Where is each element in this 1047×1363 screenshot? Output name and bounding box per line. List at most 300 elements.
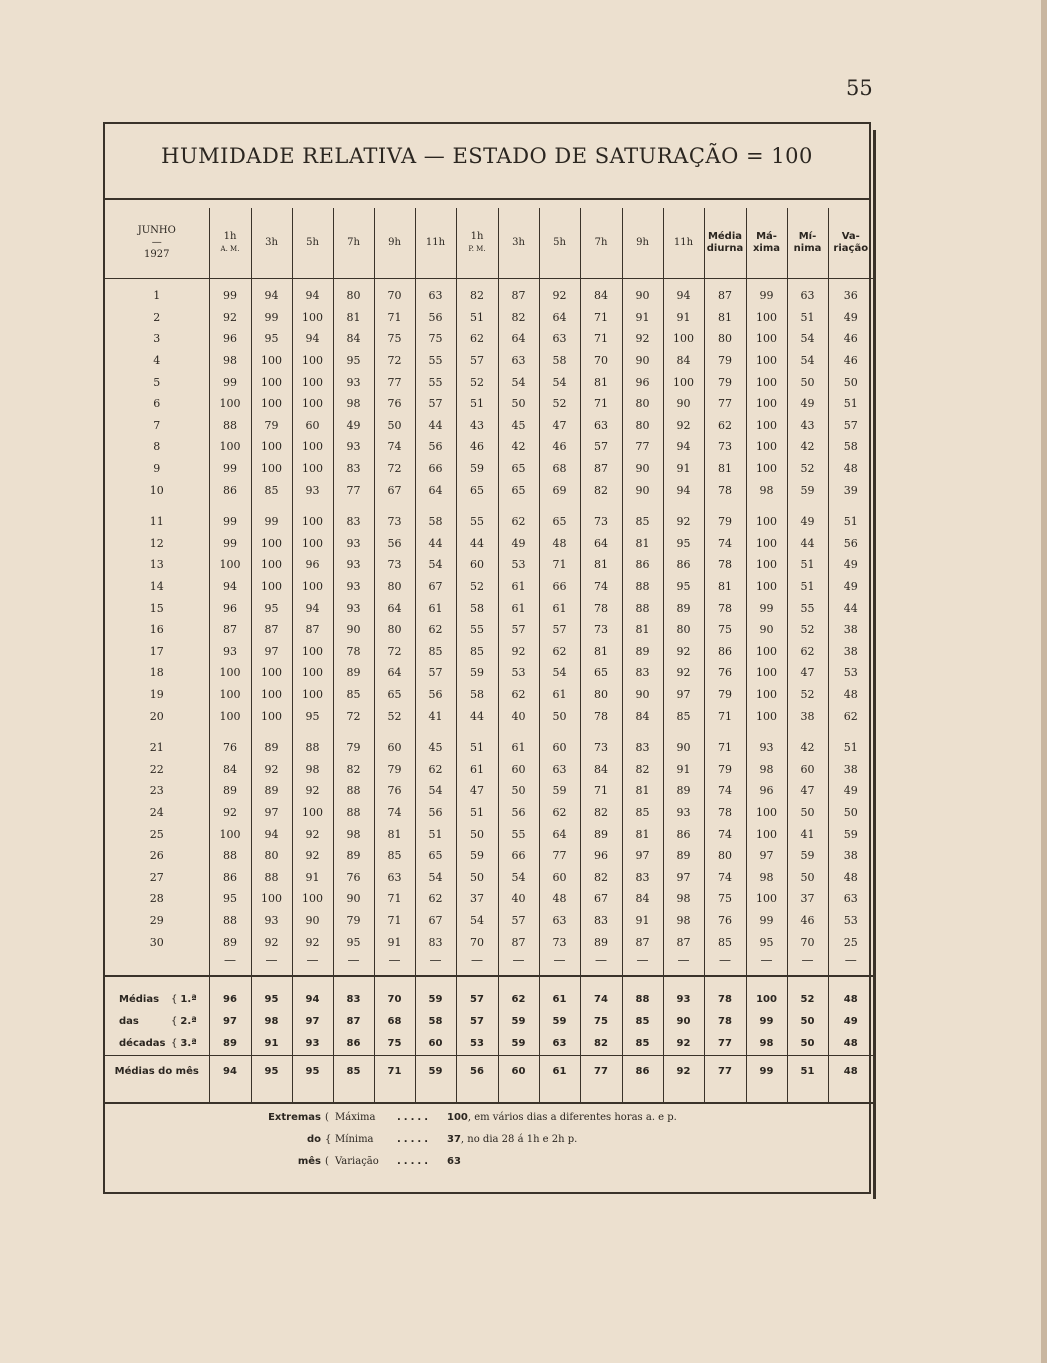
humidity-value: 61 xyxy=(498,597,539,619)
humidity-value: 100 xyxy=(292,307,333,329)
tail-cell xyxy=(415,1088,456,1103)
humidity-value: 73 xyxy=(580,619,622,641)
hour-label: 7h xyxy=(347,237,360,248)
humidity-value: 93 xyxy=(333,597,374,619)
humidity-value: 100 xyxy=(746,705,787,727)
humidity-value: 65 xyxy=(374,684,415,706)
humidity-value: 85 xyxy=(374,845,415,867)
humidity-value: 100 xyxy=(746,458,787,480)
humidity-value: 78 xyxy=(704,479,746,501)
humidity-value: 80 xyxy=(704,845,746,867)
humidity-value: 94 xyxy=(663,279,704,307)
humidity-value: 54 xyxy=(787,350,828,372)
tail-cell xyxy=(539,1088,580,1103)
humidity-value: 84 xyxy=(580,758,622,780)
spacer-cell xyxy=(746,501,787,511)
humidity-value: 78 xyxy=(704,554,746,576)
humidity-value: 93 xyxy=(663,802,704,824)
humidity-value: 50 xyxy=(828,802,873,824)
humidity-value: 100 xyxy=(251,576,292,598)
humidity-value: 71 xyxy=(374,910,415,932)
extreme-note: , no dia 28 á 1h e 2h p. xyxy=(460,1134,578,1145)
spacer-cell xyxy=(787,727,828,737)
humidity-value: 42 xyxy=(498,436,539,458)
spacer-cell xyxy=(746,727,787,737)
humidity-value: 54 xyxy=(415,780,456,802)
humidity-value: 74 xyxy=(704,533,746,555)
humidity-value: 76 xyxy=(704,910,746,932)
humidity-value: 50 xyxy=(828,371,873,393)
day-number: 24 xyxy=(149,805,164,819)
day-number: 28 xyxy=(149,892,164,906)
hour-header xyxy=(456,208,498,279)
month-mean-value: 95 xyxy=(251,1055,292,1088)
humidity-value: 84 xyxy=(209,758,251,780)
humidity-value: 60 xyxy=(292,415,333,437)
humidity-value: 74 xyxy=(374,436,415,458)
hour-label: 11h xyxy=(673,237,694,248)
humidity-value: 94 xyxy=(292,328,333,350)
humidity-value: 88 xyxy=(292,737,333,759)
meridiem-label: P. M. xyxy=(468,245,486,253)
humidity-value: 38 xyxy=(828,619,873,641)
hour-header xyxy=(209,208,251,279)
month-mean-value: 99 xyxy=(746,1055,787,1088)
humidity-value: 97 xyxy=(622,845,663,867)
humidity-value: 100 xyxy=(251,350,292,372)
humidity-value: 77 xyxy=(333,479,374,501)
day-row xyxy=(105,802,873,824)
separator-cell xyxy=(828,976,873,989)
humidity-value: 55 xyxy=(787,597,828,619)
humidity-value: 70 xyxy=(580,350,622,372)
humidity-value: 88 xyxy=(333,780,374,802)
tail-cell xyxy=(580,1088,622,1103)
tail-cell xyxy=(333,1088,374,1103)
humidity-value: 54 xyxy=(415,554,456,576)
humidity-value: 42 xyxy=(787,737,828,759)
hour-label: 5h xyxy=(306,237,319,248)
humidity-value: 58 xyxy=(456,597,498,619)
tail-cell xyxy=(374,1088,415,1103)
day-row xyxy=(105,684,873,706)
humidity-value: 64 xyxy=(374,662,415,684)
extreme-row xyxy=(105,1112,869,1132)
humidity-value: 40 xyxy=(498,888,539,910)
decade-mean-value: 92 xyxy=(663,1033,704,1056)
spacer-cell xyxy=(704,501,746,511)
extreme-number: 100 xyxy=(447,1112,468,1123)
separator-row xyxy=(105,976,873,989)
humidity-value: 41 xyxy=(415,705,456,727)
day-row xyxy=(105,888,873,910)
day-number: 10 xyxy=(149,483,164,497)
day-number: 25 xyxy=(149,827,164,841)
humidity-value: 82 xyxy=(580,479,622,501)
humidity-value: 60 xyxy=(539,866,580,888)
humidity-value: 99 xyxy=(746,279,787,307)
humidity-value: 25 xyxy=(828,931,873,953)
humidity-value: 78 xyxy=(580,705,622,727)
humidity-value: 78 xyxy=(704,597,746,619)
humidity-value: 51 xyxy=(828,393,873,415)
humidity-value: 53 xyxy=(498,554,539,576)
day-number: 29 xyxy=(149,913,164,927)
humidity-value: 57 xyxy=(498,619,539,641)
humidity-value: 51 xyxy=(787,554,828,576)
brace-mark: ( xyxy=(325,1112,329,1123)
extreme-name: Máxima xyxy=(335,1112,376,1123)
humidity-value: 88 xyxy=(333,802,374,824)
humidity-value: 94 xyxy=(663,436,704,458)
dash-mark: — xyxy=(704,953,746,976)
humidity-value: 90 xyxy=(333,619,374,641)
day-row xyxy=(105,910,873,932)
humidity-value: 94 xyxy=(251,823,292,845)
humidity-value: 71 xyxy=(580,328,622,350)
humidity-value: 74 xyxy=(704,780,746,802)
humidity-value: 100 xyxy=(746,684,787,706)
humidity-value: 94 xyxy=(251,279,292,307)
separator-cell xyxy=(663,976,704,989)
dash-mark: — xyxy=(539,953,580,976)
tail-cell xyxy=(663,1088,704,1103)
humidity-value: 87 xyxy=(292,619,333,641)
humidity-value: 70 xyxy=(787,931,828,953)
humidity-value: 51 xyxy=(456,802,498,824)
decade-mean-value: 58 xyxy=(415,1011,456,1033)
humidity-value: 65 xyxy=(456,479,498,501)
humidity-value: 100 xyxy=(251,554,292,576)
spacer-cell xyxy=(209,727,251,737)
humidity-value: 99 xyxy=(209,511,251,533)
humidity-value: 100 xyxy=(746,823,787,845)
humidity-value: 72 xyxy=(333,705,374,727)
month-dash: — xyxy=(151,237,162,248)
humidity-value: 62 xyxy=(456,328,498,350)
extreme-caption: Extremas xyxy=(268,1112,321,1123)
humidity-value: 98 xyxy=(209,350,251,372)
humidity-value: 100 xyxy=(746,888,787,910)
humidity-value: 54 xyxy=(498,371,539,393)
humidity-value: 83 xyxy=(415,931,456,953)
humidity-value: 73 xyxy=(704,436,746,458)
humidity-value: 85 xyxy=(456,641,498,663)
tail-cell xyxy=(704,1088,746,1103)
month-mean-value: 71 xyxy=(374,1055,415,1088)
humidity-value: 88 xyxy=(251,866,292,888)
humidity-value: 100 xyxy=(746,576,787,598)
humidity-value: 87 xyxy=(498,279,539,307)
humidity-value: 100 xyxy=(292,393,333,415)
dash-mark: — xyxy=(828,953,873,976)
day-row xyxy=(105,823,873,845)
day-number: 12 xyxy=(149,536,164,550)
humidity-value: 95 xyxy=(333,350,374,372)
humidity-value: 48 xyxy=(539,888,580,910)
humidity-value: 90 xyxy=(622,279,663,307)
humidity-value: 50 xyxy=(374,415,415,437)
decade-mean-value: 59 xyxy=(498,1011,539,1033)
decade-mean-value: 97 xyxy=(292,1011,333,1033)
separator-cell xyxy=(787,976,828,989)
humidity-value: 67 xyxy=(415,910,456,932)
spacer-cell xyxy=(292,727,333,737)
humidity-value: 64 xyxy=(498,328,539,350)
humidity-value: 85 xyxy=(622,802,663,824)
humidity-value: 73 xyxy=(580,511,622,533)
dash-mark: — xyxy=(498,953,539,976)
decade-mean-value: 89 xyxy=(209,1033,251,1056)
humidity-value: 89 xyxy=(663,597,704,619)
humidity-value: 75 xyxy=(415,328,456,350)
dash-mark: — xyxy=(333,953,374,976)
spacer-cell xyxy=(415,501,456,511)
humidity-value: 51 xyxy=(456,393,498,415)
humidity-value: 95 xyxy=(251,328,292,350)
page-edge xyxy=(1041,0,1047,1363)
humidity-value: 95 xyxy=(746,931,787,953)
spacer-cell xyxy=(828,727,873,737)
humidity-value: 97 xyxy=(251,641,292,663)
humidity-value: 79 xyxy=(333,910,374,932)
decade-mean-value: 52 xyxy=(787,989,828,1011)
humidity-value: 73 xyxy=(580,737,622,759)
humidity-value: 56 xyxy=(498,802,539,824)
decade-mean-value: 70 xyxy=(374,989,415,1011)
humidity-value: 86 xyxy=(209,479,251,501)
spacer-row xyxy=(105,727,873,737)
decade-mean-value: 86 xyxy=(333,1033,374,1056)
extreme-name: Variação xyxy=(335,1156,379,1167)
day-number: 21 xyxy=(149,741,164,755)
humidity-value: 99 xyxy=(209,533,251,555)
humidity-value: 87 xyxy=(580,458,622,480)
humidity-value: 92 xyxy=(663,415,704,437)
humidity-value: 91 xyxy=(663,307,704,329)
spacer-cell xyxy=(498,727,539,737)
humidity-value: 52 xyxy=(787,458,828,480)
humidity-value: 52 xyxy=(539,393,580,415)
humidity-value: 96 xyxy=(292,554,333,576)
humidity-value: 74 xyxy=(704,866,746,888)
humidity-value: 59 xyxy=(456,458,498,480)
day-number: 19 xyxy=(149,687,164,701)
separator-cell xyxy=(333,976,374,989)
extreme-value xyxy=(447,1112,677,1123)
extreme-row xyxy=(105,1134,869,1154)
humidity-value: 63 xyxy=(498,350,539,372)
decade-mean-value: 57 xyxy=(456,1011,498,1033)
humidity-value: 100 xyxy=(746,350,787,372)
humidity-value: 38 xyxy=(787,705,828,727)
spacer-cell xyxy=(105,727,209,737)
hour-label: 3h xyxy=(512,237,525,248)
humidity-value: 71 xyxy=(704,737,746,759)
humidity-value: 84 xyxy=(333,328,374,350)
spacer-cell xyxy=(663,501,704,511)
dash-mark: — xyxy=(209,953,251,976)
humidity-value: 51 xyxy=(456,737,498,759)
humidity-value: 89 xyxy=(663,845,704,867)
humidity-value: 91 xyxy=(663,758,704,780)
humidity-value: 43 xyxy=(787,415,828,437)
tail-cell xyxy=(746,1088,787,1103)
humidity-value: 49 xyxy=(498,533,539,555)
humidity-value: 81 xyxy=(704,458,746,480)
humidity-value: 100 xyxy=(292,662,333,684)
decade-mean-value: 77 xyxy=(704,1033,746,1056)
humidity-value: 54 xyxy=(456,910,498,932)
humidity-value: 77 xyxy=(539,845,580,867)
spacer-cell xyxy=(333,501,374,511)
humidity-value: 47 xyxy=(456,780,498,802)
humidity-value: 51 xyxy=(828,511,873,533)
decade-label-text: décadas xyxy=(119,1038,166,1050)
humidity-value: 49 xyxy=(333,415,374,437)
spacer-cell xyxy=(787,501,828,511)
spacer-cell xyxy=(374,727,415,737)
day-row xyxy=(105,780,873,802)
brace-mark: { xyxy=(171,994,178,1006)
extreme-number: 37 xyxy=(447,1134,461,1145)
humidity-value: 90 xyxy=(292,910,333,932)
humidity-value: 66 xyxy=(539,576,580,598)
humidity-value: 57 xyxy=(456,350,498,372)
humidity-value: 54 xyxy=(539,371,580,393)
humidity-value: 95 xyxy=(251,597,292,619)
humidity-value: 53 xyxy=(828,910,873,932)
humidity-value: 85 xyxy=(333,684,374,706)
page-number: 55 xyxy=(846,76,873,100)
decade-mean-value: 63 xyxy=(539,1033,580,1056)
humidity-value: 81 xyxy=(622,780,663,802)
summary-header: Média diurna xyxy=(704,208,746,279)
spacer-cell xyxy=(704,727,746,737)
decade-mean-value: 78 xyxy=(704,1011,746,1033)
humidity-value: 50 xyxy=(456,823,498,845)
humidity-value: 91 xyxy=(622,910,663,932)
humidity-value: 50 xyxy=(787,802,828,824)
day-number: 18 xyxy=(149,666,164,680)
humidity-value: 82 xyxy=(580,866,622,888)
month-mean-value: 86 xyxy=(622,1055,663,1088)
humidity-value: 55 xyxy=(498,823,539,845)
decade-ordinal: 1.ª xyxy=(180,994,197,1006)
decade-mean-value: 59 xyxy=(498,1033,539,1056)
humidity-value: 90 xyxy=(746,619,787,641)
humidity-value: 87 xyxy=(209,619,251,641)
dash-spacer xyxy=(105,953,209,976)
humidity-value: 99 xyxy=(746,910,787,932)
title-divider xyxy=(105,198,869,200)
humidity-value: 48 xyxy=(539,533,580,555)
humidity-value: 53 xyxy=(828,662,873,684)
humidity-value: 80 xyxy=(704,328,746,350)
separator-cell xyxy=(251,976,292,989)
humidity-value: 100 xyxy=(209,393,251,415)
day-row xyxy=(105,415,873,437)
humidity-value: 90 xyxy=(663,393,704,415)
decade-ordinal: 2.ª xyxy=(180,1016,197,1028)
humidity-value: 59 xyxy=(828,823,873,845)
humidity-value: 96 xyxy=(209,328,251,350)
humidity-value: 54 xyxy=(498,866,539,888)
humidity-value: 44 xyxy=(415,415,456,437)
dash-mark: — xyxy=(456,953,498,976)
humidity-value: 87 xyxy=(251,619,292,641)
humidity-value: 100 xyxy=(746,436,787,458)
humidity-value: 50 xyxy=(498,780,539,802)
summary-header: Má- xima xyxy=(746,208,787,279)
humidity-value: 85 xyxy=(415,641,456,663)
day-row xyxy=(105,866,873,888)
humidity-value: 100 xyxy=(251,662,292,684)
month-mean-value: 59 xyxy=(415,1055,456,1088)
decade-mean-row xyxy=(105,1033,873,1056)
humidity-value: 43 xyxy=(456,415,498,437)
humidity-value: 86 xyxy=(663,554,704,576)
humidity-value: 84 xyxy=(622,888,663,910)
humidity-value: 49 xyxy=(828,307,873,329)
decade-mean-value: 88 xyxy=(622,989,663,1011)
humidity-value: 79 xyxy=(251,415,292,437)
humidity-value: 45 xyxy=(415,737,456,759)
dash-mark: — xyxy=(746,953,787,976)
humidity-value: 74 xyxy=(374,802,415,824)
humidity-value: 77 xyxy=(704,393,746,415)
spacer-cell xyxy=(456,727,498,737)
humidity-value: 78 xyxy=(333,641,374,663)
humidity-value: 98 xyxy=(663,910,704,932)
humidity-value: 63 xyxy=(539,758,580,780)
humidity-value: 55 xyxy=(415,371,456,393)
day-number: 8 xyxy=(153,440,161,454)
humidity-value: 41 xyxy=(787,823,828,845)
humidity-value: 81 xyxy=(374,823,415,845)
dash-mark: — xyxy=(580,953,622,976)
humidity-value: 88 xyxy=(209,910,251,932)
hour-header xyxy=(663,208,704,279)
humidity-value: 50 xyxy=(787,371,828,393)
humidity-value: 100 xyxy=(251,458,292,480)
humidity-value: 83 xyxy=(333,511,374,533)
month-header xyxy=(105,208,209,279)
humidity-value: 69 xyxy=(539,479,580,501)
humidity-value: 64 xyxy=(374,597,415,619)
humidity-value: 87 xyxy=(704,279,746,307)
decade-mean-value: 87 xyxy=(333,1011,374,1033)
humidity-value: 79 xyxy=(704,371,746,393)
separator-cell xyxy=(622,976,663,989)
decade-mean-value: 49 xyxy=(828,1011,873,1033)
humidity-value: 83 xyxy=(580,910,622,932)
humidity-value: 67 xyxy=(374,479,415,501)
humidity-value: 99 xyxy=(209,279,251,307)
humidity-value: 60 xyxy=(787,758,828,780)
humidity-value: 89 xyxy=(209,780,251,802)
humidity-value: 89 xyxy=(251,780,292,802)
humidity-value: 38 xyxy=(828,641,873,663)
humidity-value: 97 xyxy=(663,684,704,706)
decade-mean-value: 50 xyxy=(787,1033,828,1056)
decade-label xyxy=(105,1011,209,1033)
humidity-value: 49 xyxy=(787,511,828,533)
dash-mark: — xyxy=(663,953,704,976)
humidity-value: 71 xyxy=(580,780,622,802)
decade-mean-value: 53 xyxy=(456,1033,498,1056)
humidity-value: 50 xyxy=(456,866,498,888)
